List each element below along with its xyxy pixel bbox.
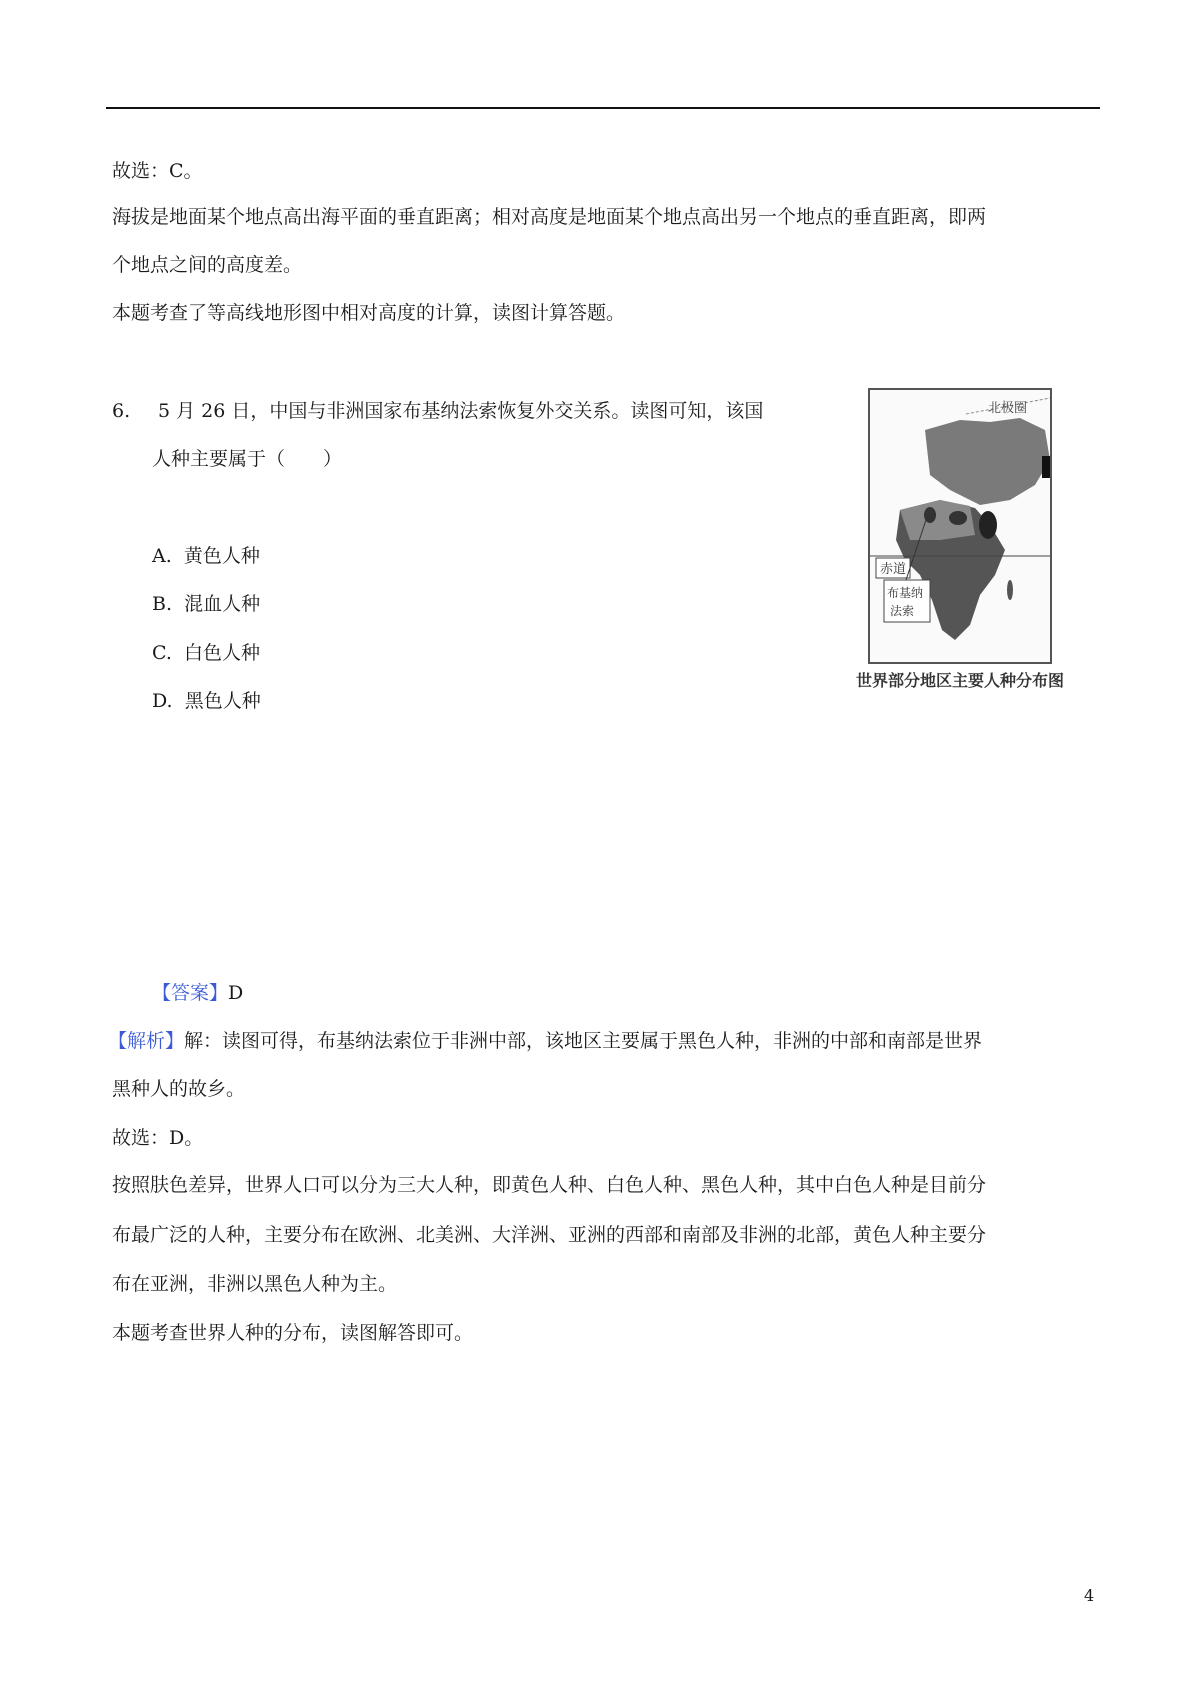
country-label-line-2: 法索 bbox=[890, 604, 915, 618]
option-b-text: 混血人种 bbox=[184, 593, 261, 615]
madagascar-shape bbox=[1007, 580, 1013, 600]
answer-tag: 【答案】 bbox=[152, 982, 229, 1004]
option-d-text: 黑色人种 bbox=[184, 690, 261, 712]
prev-explain-line-1: 海拔是地面某个地点高出海平面的垂直距离；相对高度是地面某个地点高出另一个地点的垂直距离，即两 bbox=[112, 206, 987, 228]
option-a-letter: A. bbox=[152, 545, 172, 567]
equator-label: 赤道 bbox=[880, 562, 907, 577]
analysis-text-1: 解：读图可得，布基纳法索位于非洲中部，该地区主要属于黑色人种，非洲的中部和南部是世界 bbox=[184, 1030, 983, 1052]
prev-explain-line-2: 个地点之间的高度差。 bbox=[112, 254, 303, 276]
option-d bbox=[152, 688, 261, 714]
race-distribution-figure bbox=[828, 388, 1092, 692]
option-c-letter: C. bbox=[152, 642, 172, 664]
question-stem-line-1: 5 月 26 日，中国与非洲国家布基纳法索恢复外交关系。读图可知，该国 bbox=[158, 400, 764, 422]
country-label-line-1: 布基纳 bbox=[887, 586, 924, 600]
extra-line-3: 布在亚洲，非洲以黑色人种为主。 bbox=[112, 1273, 398, 1295]
sudan-patch bbox=[949, 511, 967, 525]
answer-line bbox=[152, 980, 243, 1006]
ethiopia-patch bbox=[979, 511, 997, 539]
option-c-text: 白色人种 bbox=[184, 642, 261, 664]
answer-choice: 故选：D。 bbox=[112, 1127, 204, 1149]
answer-summary: 本题考查世界人种的分布，读图解答即可。 bbox=[112, 1322, 474, 1344]
africa-map bbox=[870, 390, 1050, 662]
analysis-line-2: 黑种人的故乡。 bbox=[112, 1078, 246, 1100]
prev-summary: 本题考查了等高线地形图中相对高度的计算，读图计算答题。 bbox=[112, 302, 626, 324]
option-c bbox=[152, 640, 260, 666]
page-number: 4 bbox=[1084, 1586, 1095, 1605]
map-frame bbox=[868, 388, 1052, 664]
question-number: 6. bbox=[112, 400, 131, 422]
option-b-letter: B. bbox=[152, 593, 173, 615]
option-a-text: 黄色人种 bbox=[183, 545, 260, 567]
arctic-circle-label: 北极圈 bbox=[988, 401, 1028, 416]
analysis-line-1 bbox=[108, 1028, 982, 1054]
answer-value: D bbox=[228, 982, 244, 1004]
header-rule bbox=[106, 107, 1100, 109]
option-a bbox=[152, 543, 260, 569]
analysis-tag: 【解析】 bbox=[108, 1030, 185, 1052]
europe-asia-region bbox=[925, 418, 1050, 505]
asia-edge-patch bbox=[1042, 456, 1050, 478]
figure-caption: 世界部分地区主要人种分布图 bbox=[855, 671, 1064, 690]
prev-choice: 故选：C。 bbox=[112, 160, 203, 182]
option-d-letter: D. bbox=[152, 690, 173, 712]
extra-line-2: 布最广泛的人种，主要分布在欧洲、北美洲、大洋洲、亚洲的西部和南部及非洲的北部，黄色人种主要分 bbox=[112, 1224, 987, 1246]
question-stem-line-2: 人种主要属于（ ） bbox=[152, 448, 343, 470]
extra-line-1: 按照肤色差异，世界人口可以分为三大人种，即黄色人种、白色人种、黑色人种，其中白色人种是目前分 bbox=[112, 1174, 987, 1196]
option-b bbox=[152, 591, 260, 617]
